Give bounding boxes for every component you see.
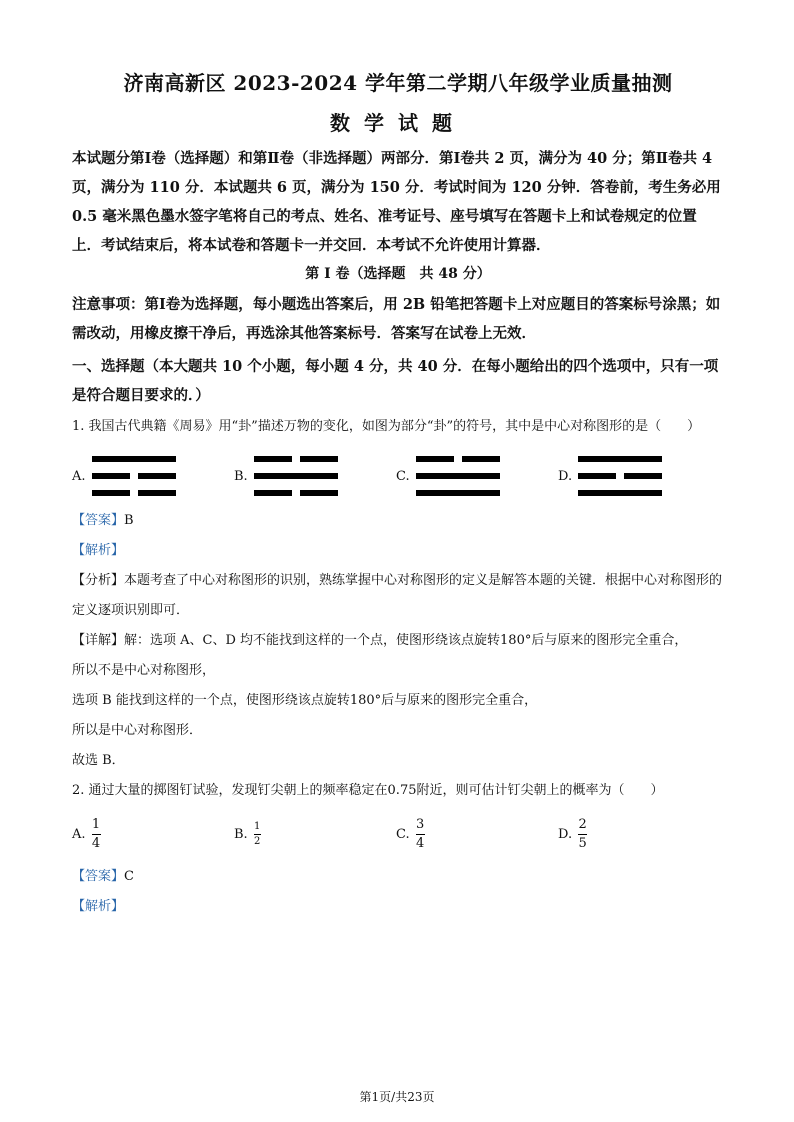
option-label: C. (396, 468, 410, 484)
denominator: 5 (578, 835, 587, 851)
exam-page (72, 68, 724, 922)
q1-options (72, 450, 724, 502)
option-label: A. (72, 468, 86, 484)
detail-line: 故选 B． (72, 753, 125, 768)
denominator: 4 (91, 835, 101, 851)
q2-stem: 2. 通过大量的掷图钉试验，发现钉尖朝上的频率稳定在0.75附近，则可估计钉尖朝上的概率为（ ） (72, 783, 664, 798)
q1-answer (72, 506, 724, 536)
detail-line: 所以是中心对称图形． (72, 723, 203, 738)
notice-paragraph: 注意事项：第Ⅰ卷为选择题，每小题选出答案后，用 2B 铅笔把答题卡上对应题目的答案标号涂黑；如需改动，用橡皮擦干净后，再选涂其他答案标号．答案写在试卷上无效． (72, 296, 721, 342)
q1-detail (72, 626, 724, 656)
q1-option-d (558, 454, 720, 498)
fraction (416, 817, 425, 852)
fraction (578, 817, 587, 852)
answer-tag: 【答案】 (72, 513, 125, 528)
answer-value: C (124, 869, 134, 884)
fraction (254, 821, 261, 848)
q1-analysis-tag: 【解析】 (72, 543, 125, 558)
q2-option-a (72, 817, 234, 852)
denominator: 2 (254, 835, 261, 847)
detail-tag: 【详解】 (72, 633, 125, 648)
q2-answer (72, 862, 724, 892)
trigram-c-icon (416, 454, 500, 498)
numerator: 3 (415, 816, 425, 832)
option-label: D. (558, 468, 573, 484)
page-subtitle: 数学试题 (330, 111, 466, 135)
q1-option-a (72, 454, 234, 498)
numerator: 2 (578, 816, 587, 832)
q1-fenxi (72, 566, 724, 626)
option-label: B. (234, 468, 248, 484)
q2-option-d (558, 817, 720, 852)
fenxi-tag: 【分析】 (72, 573, 125, 588)
detail-line: 解：选项 A、C、D 均不能找到这样的一个点，使图形绕该点旋转180°后与原来的图形完全重合， (124, 633, 688, 648)
trigram-a-icon (92, 454, 176, 498)
q2-analysis-tag: 【解析】 (72, 899, 125, 914)
q2-option-b (234, 821, 396, 848)
numerator: 1 (91, 816, 101, 832)
detail-line: 所以不是中心对称图形， (72, 663, 216, 678)
q1-option-b (234, 454, 396, 498)
fraction (92, 817, 101, 852)
q1-stem: 1. 我国古代典籍《周易》用“卦”描述万物的变化，如图为部分“卦”的符号，其中是中心对称图形的是（ ） (72, 419, 701, 434)
answer-tag: 【答案】 (72, 869, 125, 884)
page-footer: 第1页/共23页 (359, 1090, 435, 1104)
trigram-b-icon (254, 454, 338, 498)
numerator: 1 (254, 820, 261, 832)
denominator: 4 (415, 835, 425, 851)
section1-title: 第 I 卷（选择题 共 48 分） (305, 266, 491, 282)
intro-paragraph: 本试题分第Ⅰ卷（选择题）和第Ⅱ卷（非选择题）两部分．第Ⅰ卷共 2 页，满分为 40 分；第Ⅱ卷共 4 页，满分为 110 分．本试题共 6 页，满分为 150 分．考试时间为 120 分钟．答卷前，考生务必用 0.5 毫米黑色墨水签字笔将自己的考点、姓名、准考证号、座号填写在答题卡上和试卷规定的位置上．考试结束后，将本试卷和答题卡一并交回．本考试不允许使用计算器． (72, 150, 721, 254)
option-label: A. (72, 826, 86, 842)
option-label: B. (234, 826, 248, 842)
detail-line: 选项 B 能找到这样的一个点，使图形绕该点旋转180°后与原来的图形完全重合， (72, 693, 538, 708)
trigram-d-icon (578, 454, 662, 498)
answer-value: B (124, 513, 134, 528)
option-label: C. (396, 826, 410, 842)
q2-options (72, 812, 724, 856)
option-label: D. (558, 826, 573, 842)
q1-option-c (396, 454, 558, 498)
part1-title: 一、选择题（本大题共 10 个小题，每小题 4 分，共 40 分．在每小题给出的四个选项中，只有一项是符合题目要求的．） (72, 358, 719, 404)
q2-option-c (396, 817, 558, 852)
fenxi-text: 本题考查了中心对称图形的识别，熟练掌握中心对称图形的定义是解答本题的关键．根据中心对称图形的定义逐项识别即可． (72, 573, 723, 618)
page-title: 济南高新区 2023-2024 学年第二学期八年级学业质量抽测 (123, 71, 673, 95)
